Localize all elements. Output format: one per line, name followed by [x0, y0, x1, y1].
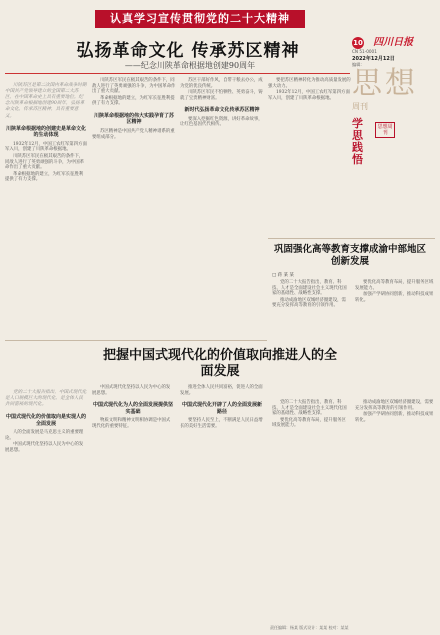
- paragraph: 党的二十大报告指出，教育、科技、人才是全面建设社会主义现代化国家的基础性、战略性支撑。: [272, 280, 347, 297]
- paragraph: 要把苏区精神转化为推动高质量发展的强大动力。: [268, 78, 351, 89]
- bottom-column-1: [5, 385, 87, 455]
- section-heading: 中国式现代化的价值取向是实现人的全面发展: [5, 414, 86, 427]
- section-subtitle: 周刊: [352, 102, 368, 111]
- subhead-top: ——纪念川陕革命根据地创建90周年: [124, 61, 256, 70]
- bottom-column-2: [92, 385, 174, 430]
- author-byline: □ 蒋 某 某: [272, 273, 295, 278]
- paragraph: 要深入挖掘红色资源，讲好革命故事，让红色基因代代相传。: [180, 116, 263, 128]
- bottom-column-5: [355, 400, 435, 424]
- paragraph: 人的全面发展是马克思主义的重要理论。: [5, 430, 84, 441]
- paragraph: 推进全体人民共同富裕，促进人的全面发展。: [180, 385, 263, 396]
- paragraph: 1932年12月，中国工农红军第四方面军入川，创建了川陕革命根据地。: [5, 141, 87, 153]
- paragraph: 川陕苏区军民不怕牺牲、英勇奋斗，铸就了宝贵精神财富。: [180, 90, 263, 101]
- divider: [268, 238, 435, 239]
- headline-mid: 巩固强化高等教育支撑成渝中部地区创新发展: [273, 244, 426, 267]
- masthead-panel: [352, 30, 434, 167]
- paragraph: 中国式现代化坚持以人民为中心的发展思想。: [5, 442, 84, 453]
- paragraph: 推动成渝地区双城经济圈建设，需要充分发挥高等教育的引领作用。: [355, 400, 434, 411]
- paragraph: 物质文明和精神文明相协调是中国式现代化的重要特征。: [92, 418, 171, 429]
- paragraph: 要坚持人民至上，不断满足人民日益增长的美好生活需要。: [180, 418, 263, 429]
- issue-date: 2022年12月12日: [352, 55, 395, 62]
- paragraph: 革命根据地的建立，为红军长征胜利提供了有力支撑。: [92, 95, 175, 107]
- paragraph: 革命根据地的建立，为红军长征胜利提供了有力支撑。: [5, 171, 84, 183]
- intro-box: 川陕苏区是第二次国内革命战争时期中国共产党领导建立的全国第二大苏区，在中国革命史上具有重要地位。纪念川陕革命根据地创建90周年，弘扬革命文化，传承苏区精神，具有重要意义。: [5, 82, 87, 119]
- section-title: 思想: [352, 66, 418, 101]
- section-stamp: 思想周刊: [375, 122, 395, 138]
- paragraph: 党的二十大报告指出，教育、科技、人才是全面建设社会主义现代化国家的基础性、战略性支撑。: [272, 400, 347, 417]
- section-heading: 新时代弘扬革命文化传承苏区精神: [184, 107, 260, 114]
- theme-banner: 认真学习宣传贯彻党的二十大精神: [95, 10, 305, 28]
- paragraph: 要优化高等教育布局，提升服务区域发展能力。: [272, 417, 346, 429]
- mid-column-1: [272, 280, 350, 310]
- paragraph: 加强产学研协同创新，推动科技成果转化。: [355, 292, 434, 303]
- section-heading: 中国式现代化为人的全面发展提供坚实基础: [92, 402, 173, 415]
- page-footer: 责任编辑：杨某 版式设计：某某 校对：某某: [270, 625, 349, 630]
- paragraph: 川陕苏区军民在极其艰苦的条件下，同敌人进行了英勇顽强的斗争，为中国革命作出了重大贡献。: [5, 154, 85, 171]
- left-column: [5, 78, 87, 184]
- header-rule: [5, 73, 350, 74]
- paragraph: 中国式现代化坚持以人民为中心的发展思想。: [92, 385, 171, 396]
- intro-box: 党的二十大报告指出，中国式现代化是人口规模巨大的现代化，是全体人民共同富裕的现代化。: [5, 389, 87, 407]
- paragraph: 苏区精神是中国共产党人精神谱系的重要组成部分。: [92, 128, 175, 140]
- editor-line: 编辑：: [352, 61, 365, 67]
- paragraph: 川陕苏区军民在极其艰苦的条件下，同敌人进行了英勇顽强的斗争，为中国革命作出了重大贡献。: [92, 78, 176, 95]
- section-heading: 川陕革命根据地的伟大实践孕育了苏区精神: [93, 112, 174, 126]
- headline-top: 弘扬革命文化 传承苏区精神: [76, 41, 300, 61]
- bottom-column-4: [272, 400, 350, 430]
- paragraph: 要优化高等教育布局，提升服务区域发展能力。: [355, 280, 434, 291]
- paragraph: 加强产学研协同创新，推动科技成果转化。: [355, 412, 434, 423]
- section-heading: 川陕革命根据地的创建史是革命文化的生动体现: [5, 125, 86, 139]
- page-number: 10: [353, 39, 363, 47]
- headline-bottom: 把握中国式现代化的价值取向推进人的全面发展: [102, 348, 337, 379]
- column-2: [92, 78, 176, 141]
- paragraph: 苏区干部好作风，自带干粮去办公，成为党的优良传统。: [180, 78, 263, 89]
- column-name: 学思践悟: [352, 117, 363, 166]
- mid-column-2: [355, 280, 435, 304]
- paragraph: 1932年12月，中国工农红军第四方面军入川，创建了川陕革命根据地。: [268, 90, 350, 101]
- column-4: [268, 78, 352, 102]
- paragraph: 推动成渝地区双城经济圈建设，需要充分发挥高等教育的引领作用。: [272, 297, 346, 309]
- masthead-meta: CN 51-0001: [352, 49, 377, 54]
- newspaper-logo: 四川日报: [373, 37, 414, 48]
- column-3: [180, 78, 264, 129]
- bottom-column-3: [180, 385, 264, 430]
- section-heading: 中国式现代化开辟了人的全面发展新路径: [181, 402, 262, 415]
- divider: [5, 340, 267, 341]
